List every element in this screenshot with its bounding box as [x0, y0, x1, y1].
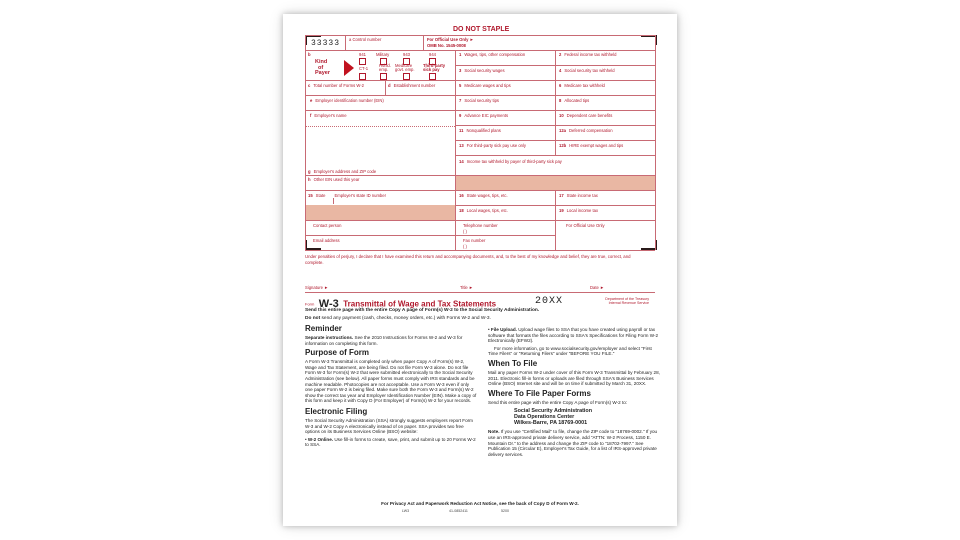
- email-address-label[interactable]: Email address: [313, 238, 340, 243]
- w3-form-page: [283, 14, 677, 526]
- box-14-label[interactable]: 14 Income tax withheld by payer of third-party sick pay: [459, 159, 562, 164]
- box-16-label[interactable]: 16 State wages, tips, etc.: [459, 193, 508, 198]
- box-7-label[interactable]: 7 Social security tips: [459, 98, 500, 103]
- payer-941-label: 941: [359, 52, 366, 57]
- file-upload-text: • File Upload. Upload wage files to SSA that you have created using payroll or tax software that formats the files according to SSA's Specifications for Filing Form W-2 Electronically (EFW2).: [488, 327, 659, 344]
- box-2-label[interactable]: 2 Federal income tax withheld: [559, 52, 617, 57]
- electronic-filing-text: The Social Security Administration (SSA) strongly suggests employers report Form W-3 and W-2 Copy A electronically instead of on paper. SSA provides two free options on its Business Services Online (BSO) website:: [305, 417, 473, 435]
- shaded-area-state: [306, 205, 455, 220]
- form-word: Form: [305, 301, 315, 307]
- ssa-address: Social Security Administration Data Operations Center Wilkes-Barre, PA 18769-0001: [514, 408, 592, 427]
- department-label: Department of the Treasury Internal Revenue Service: [605, 297, 649, 306]
- payer-944-label: 944: [429, 52, 436, 57]
- when-to-file-heading: When To File: [488, 358, 538, 368]
- perjury-statement: Under penalties of perjury, I declare that I have examined this return and accompanying documents, and, to the best of my knowledge and belief, they are true, correct, and complete.: [305, 254, 631, 265]
- signature-label[interactable]: Signature ►: [305, 285, 329, 290]
- reminder-heading: Reminder: [305, 324, 342, 333]
- box-17-label[interactable]: 17 State income tax: [559, 193, 598, 198]
- fax-parens: ( ): [463, 244, 467, 249]
- box-12b-label[interactable]: 12b HIRE exempt wages and tips: [559, 143, 624, 148]
- where-to-file-text: Send this entire page with the entire Copy A page of Form(s) W-2 to:: [488, 399, 628, 405]
- telephone-parens: ( ): [463, 229, 467, 234]
- payer-third-party-checkbox[interactable]: [429, 73, 436, 80]
- box-h-label[interactable]: h Other EIN used this year: [308, 177, 360, 182]
- box-9-label[interactable]: 9 Advance EIC payments: [459, 113, 509, 118]
- box-13-label[interactable]: 13 For third-party sick pay use only: [459, 143, 527, 148]
- instructions-right-column: [488, 327, 660, 457]
- box-g-label[interactable]: g Employer's address and ZIP code: [308, 169, 377, 174]
- purpose-text: A Form W-3 Transmittal is completed only when paper Copy A of Form(s) W-2, Wage and Tax Statement, are being filed. Do not file Form W-3 alone. Do not file Form W-3 for Form(s) W-2 that were submitted electronically to the Social Security Administration (see below). All paper forms must comply with IRS standards and be machine readable. Photocopies are not acceptable. Use a Form W-3 even if only one paper Form W-2 is being filed. Make sure both the Form W-3 and Form(s) W-2 show the correct tax year and Employer Identification Number (EIN). Make a copy of this form and keep it with Copy D (For Employer) of Form(s) W-2 for your records.: [305, 359, 477, 404]
- shaded-area-h: [456, 176, 655, 190]
- box-c-label[interactable]: c Total number of Forms W-2: [308, 83, 364, 88]
- box-1-label[interactable]: 1 Wages, tips, other compensation: [459, 52, 526, 57]
- box-12a-label[interactable]: 12a Deferred compensation: [559, 128, 613, 133]
- instructions-left-column: [305, 324, 477, 448]
- payer-ct1-checkbox[interactable]: [359, 73, 366, 80]
- box-10-label[interactable]: 10 Dependent care benefits: [559, 113, 613, 118]
- footer-code-5200: 5200: [501, 509, 509, 513]
- control-number-label: a Control number: [349, 37, 382, 42]
- payer-medicare-label: Medicare govt. emp.: [395, 63, 415, 72]
- omb-number: OMB No. 1545-0008: [427, 43, 466, 48]
- box-e-label[interactable]: e Employer identification number (EIN): [310, 98, 384, 103]
- box-3-label[interactable]: 3 Social security wages: [459, 68, 505, 73]
- payer-hshld-label: Hshld. emp.: [379, 63, 391, 72]
- date-label[interactable]: Date ►: [590, 285, 605, 290]
- purpose-heading: Purpose of Form: [305, 348, 370, 358]
- official-use-only-label: For Official Use Only: [566, 223, 605, 228]
- form-year: 20XX: [535, 296, 564, 307]
- payer-third-party-label: Third-party sick pay: [423, 63, 446, 72]
- do-not-staple-label: DO NOT STAPLE: [453, 26, 510, 33]
- box-d-label[interactable]: d Establishment number: [388, 83, 436, 88]
- title-label[interactable]: Title ►: [460, 285, 474, 290]
- electronic-filing-heading: Electronic Filing: [305, 406, 368, 416]
- footer-code-number: 41-0852411: [449, 509, 468, 513]
- telephone-label[interactable]: Telephone number: [463, 223, 498, 228]
- box-15-label[interactable]: 15 State Employer's state ID number: [308, 193, 386, 198]
- form-code-number: 33333: [311, 39, 341, 48]
- payer-military-label: Military: [376, 52, 390, 57]
- do-not-send-payment-note: Do not send any payment (cash, checks, money orders, etc.) with Forms W-2 and W-3.: [305, 316, 491, 321]
- privacy-notice: For Privacy Act and Paperwork Reduction Act Notice, see the back of Copy D of Form W-2.: [381, 501, 579, 506]
- box-11-label[interactable]: 11 Nonqualified plans: [459, 128, 501, 133]
- payer-ct1-label: CT-1: [359, 66, 369, 71]
- when-to-file-text: Mail any paper Forms W-2 under cover of this Form W-3 Transmittal by February 28, 2011. Electronic fill-in forms or uploads are filed through SSA's Business Services Online (BSO) Internet site and will be on time if submitted by March 31, 20XX.: [488, 369, 660, 387]
- official-use-label: For Official Use Only ►: [427, 37, 474, 42]
- payer-943-label: 943: [403, 52, 410, 57]
- kind-of-payer-label: Kind of Payer: [315, 59, 330, 76]
- where-to-file-heading: Where To File Paper Forms: [488, 388, 591, 398]
- payer-medicare-checkbox[interactable]: [403, 73, 410, 80]
- box-5-label[interactable]: 5 Medicare wages and tips: [459, 83, 511, 88]
- reminder-text: Separate instructions. See the 2010 Instructions for Forms W-2 and W-3 for information on completing this form.: [305, 335, 463, 346]
- box-6-label[interactable]: 6 Medicare tax withheld: [559, 83, 605, 88]
- certified-mail-note: Note. If you use "Certified Mail" to file, change the ZIP code to "18769-0002." If you use an IRS-approved private delivery service, add "ATTN: W-2 Process, 1150 E. Mountain Dr." to the address and change the ZIP code to "18702-7997." See Publication 15 (Circular E), Employer's Tax Guide, for a list of IRS-approved private delivery services.: [488, 429, 658, 457]
- send-entire-page-instruction: Send this entire page with the entire Copy A page of Form(s) W-2 to the Social Security Administration.: [305, 308, 540, 313]
- box-19-label[interactable]: 19 Local income tax: [559, 208, 599, 213]
- payer-941-checkbox[interactable]: [359, 58, 366, 65]
- box-f-label[interactable]: f Employer's name: [310, 113, 347, 118]
- arrow-icon: [344, 60, 354, 76]
- box-18-label[interactable]: 18 Local wages, tips, etc.: [459, 208, 508, 213]
- fax-number-label[interactable]: Fax number: [463, 238, 486, 243]
- payer-hshld-checkbox[interactable]: [380, 73, 387, 80]
- control-number-field[interactable]: [349, 43, 419, 49]
- box-8-label[interactable]: 8 Allocated tips: [559, 98, 590, 103]
- box-4-label[interactable]: 4 Social security tax withheld: [559, 68, 615, 73]
- form-name: W-3: [318, 297, 339, 310]
- box-b-label: b: [308, 52, 311, 57]
- w2-online-text: • W-2 Online. Use fill-in forms to create, save, print, and submit up to 20 Forms W-2 to SSA.: [305, 436, 476, 448]
- contact-person-label[interactable]: Contact person: [313, 223, 342, 228]
- footer-code-lw3: LW3: [402, 509, 410, 513]
- form-title: Transmittal of Wage and Tax Statements: [343, 299, 497, 309]
- more-info-text: For more information, go to www.socialsecurity.gov/employer and select "First Time Filers" or "Returning Filers" under "BEFORE YOU FILE.": [488, 345, 652, 357]
